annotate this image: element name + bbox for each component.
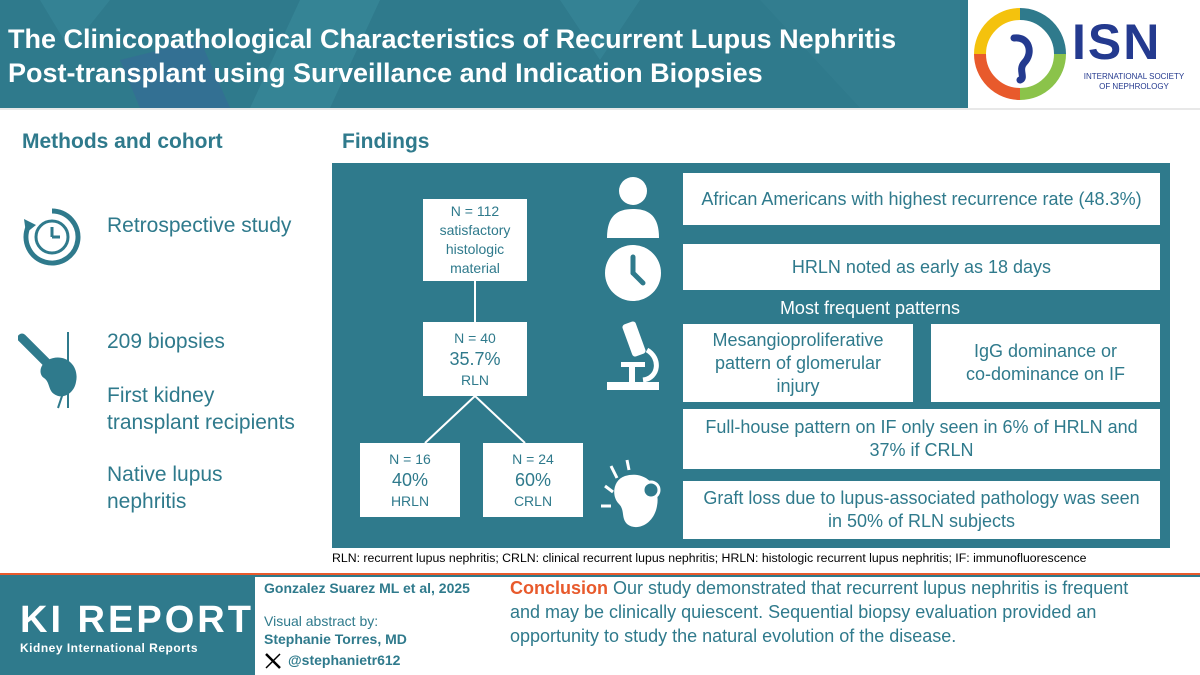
- crln-pct: 60%: [514, 469, 552, 490]
- abbreviations-footnote: RLN: recurrent lupus nephritis; CRLN: clinical recurrent lupus nephritis; HRLN: histologic recurrent lupus nephritis; IF: immunofluorescence: [332, 551, 1087, 565]
- finding-mesangioproliferative: [683, 324, 913, 402]
- biopsies-count-text: 209 biopsies: [107, 330, 225, 353]
- finding-hrln-early: HRLN noted as early as 18 days: [683, 244, 1160, 290]
- meso-line-2: pattern of glomerular: [714, 352, 882, 373]
- meso-line-1: Mesangioproliferative: [712, 329, 884, 350]
- conclusion-text: [510, 576, 1150, 648]
- igg-line-1: IgG dominance or: [973, 341, 1118, 361]
- native-lupus-text: [107, 461, 223, 515]
- journal-logo-text: KI REPORTS: [20, 599, 283, 641]
- clock-icon: [603, 243, 663, 303]
- root-line-4: material: [450, 260, 500, 276]
- kidney-biopsy-icon: [18, 330, 88, 410]
- meso-line-3: injury: [776, 375, 820, 396]
- root-n: N = 112: [450, 203, 500, 219]
- frequent-patterns-label: Most frequent patterns: [779, 298, 961, 318]
- visual-abstract-by: Visual abstract by:: [264, 613, 379, 629]
- finding-igg-dominance: [931, 324, 1160, 402]
- crln-n: N = 24: [512, 450, 554, 467]
- root-line-3: histologic: [445, 241, 505, 257]
- hrln-label: HRLN: [390, 492, 430, 509]
- finding-full-house: [683, 409, 1160, 469]
- isn-logo-text: ISN: [1072, 14, 1162, 70]
- tree-root-box: [423, 199, 527, 281]
- native-lupus-line-1: Native lupus: [107, 463, 223, 486]
- tree-hrln-box: [360, 443, 460, 517]
- footer-accent-line: [0, 573, 1200, 575]
- author-handle[interactable]: @stephanietr612: [288, 652, 401, 668]
- root-line-2: satisfactory: [439, 222, 511, 238]
- person-icon: [603, 174, 663, 240]
- finding-graft-loss: [683, 481, 1160, 539]
- title-line-2: Post-transplant using Surveillance and Indication Biopsies: [8, 58, 763, 88]
- isn-logo-subtitle: [1070, 72, 1198, 92]
- rln-pct: 35.7%: [449, 348, 501, 369]
- first-kidney-text: [107, 382, 295, 436]
- tree-rln-box: [423, 322, 527, 396]
- finding-african-american: African Americans with highest recurrence rate (48.3%): [683, 173, 1160, 225]
- native-lupus-line-2: nephritis: [107, 490, 187, 513]
- retrospective-study-text: Retrospective study: [107, 214, 292, 237]
- isn-sub-1: INTERNATIONAL SOCIETY: [1083, 72, 1185, 81]
- full-house-line-2: 37% if CRLN: [869, 440, 974, 460]
- conclusion-body: Our study demonstrated that recurrent lupus nephritis is frequent and may be clinically quiescent. Sequential biopsy evaluation provided an opportunity to study the natural evolution of the disease.: [510, 578, 1129, 646]
- hrln-pct: 40%: [391, 469, 429, 490]
- rln-n: N = 40: [454, 329, 496, 346]
- graft-loss-line-2: in 50% of RLN subjects: [827, 511, 1016, 531]
- title-line-1: The Clinicopathological Characteristics of Recurrent Lupus Nephritis: [8, 24, 897, 54]
- isn-logo-icon: [974, 8, 1066, 100]
- microscope-icon: [603, 320, 663, 392]
- author-name: Stephanie Torres, MD: [264, 631, 407, 647]
- igg-line-2: co-dominance on IF: [965, 364, 1126, 384]
- full-house-line-1: Full-house pattern on IF only seen in 6% of HRLN and: [705, 417, 1138, 437]
- isn-sub-2: OF NEPHROLOGY: [1099, 82, 1169, 91]
- conclusion-label: Conclusion: [510, 578, 608, 598]
- tree-crln-box: [483, 443, 583, 517]
- rln-label: RLN: [460, 371, 489, 388]
- first-kidney-line-2: transplant recipients: [107, 411, 295, 434]
- citation-text: Gonzalez Suarez ML et al, 2025: [264, 580, 470, 596]
- header-divider: [0, 108, 1200, 110]
- journal-logo-subtitle: Kidney International Reports: [20, 641, 199, 655]
- x-logo-icon: [264, 652, 282, 670]
- findings-title: Findings: [342, 130, 430, 153]
- page-title: [8, 22, 968, 90]
- methods-title: Methods and cohort: [22, 130, 223, 153]
- crln-label: CRLN: [513, 492, 553, 509]
- graft-loss-line-1: Graft loss due to lupus-associated pathology was seen: [703, 488, 1140, 508]
- clock-refresh-icon: [20, 205, 84, 269]
- first-kidney-line-1: First kidney: [107, 384, 215, 407]
- damaged-kidney-icon: [597, 458, 669, 538]
- hrln-n: N = 16: [389, 450, 431, 467]
